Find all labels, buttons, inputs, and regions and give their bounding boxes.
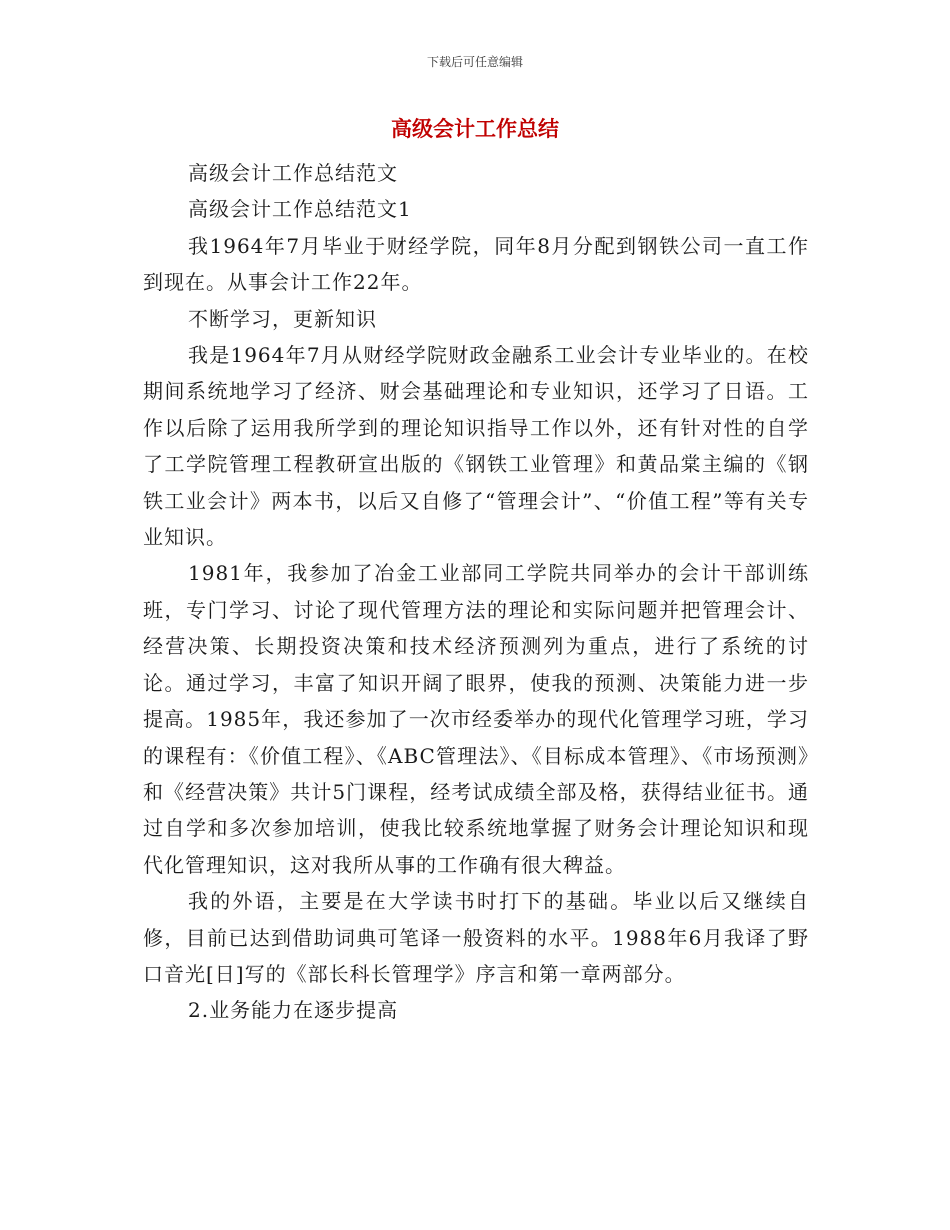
paragraph: 1981年，我参加了冶金工业部同工学院共同举办的会计干部训练班，专门学习、讨论了现代管理方法的理论和实际问题并把管理会计、经营决策、长期投资决策和技术经济预测列为重点，进行了系统的讨论。通过学习，丰富了知识开阔了眼界，使我的预测、决策能力进一步提高。1985年，我还参加了一次市经委举办的现代化管理学习班，学习的课程有：《价值工程》、《ABC管理法》、《目标成本管理》、《市场预测》和《经营决策》共计5门课程，经考试成绩全部及格，获得结业征书。通过自学和多次参加培训，使我比较系统地掌握了财务会计理论知识和现代化管理知识，这对我所从事的工作确有很大稗益。: [143, 561, 809, 877]
paragraph: 我的外语，主要是在大学读书时打下的基础。毕业以后又继续自修，目前已达到借助词典可笔译一般资料的水平。1988年6月我译了野口音光[日]写的《部长科长管理学》序言和第一章两部分。: [143, 889, 809, 986]
paragraph-subtitle: 高级会计工作总结范文: [188, 161, 398, 185]
paragraph-heading: 2.业务能力在逐步提高: [188, 998, 399, 1023]
paragraph-heading: 不断学习，更新知识: [188, 306, 377, 331]
document-body: [143, 155, 809, 1029]
paragraph-section-title: 高级会计工作总结范文1: [188, 197, 412, 222]
page-header-note: 下载后可任意编辑: [426, 55, 523, 69]
document-title: 高级会计工作总结: [391, 117, 559, 141]
paragraph: 我1964年7月毕业于财经学院，同年8月分配到钢铁公司一直工作到现在。从事会计工作22年。: [143, 233, 809, 295]
paragraph: 我是1964年7月从财经学院财政金融系工业会计专业毕业的。在校期间系统地学习了经济、财会基础理论和专业知识，还学习了日语。工作以后除了运用我所学到的理论知识指导工作以外，还有针对性的自学了工学院管理工程教研宣出版的《钢铁工业管理》和黄品棠主编的《钢铁工业会计》两本书，以后又自修了“管理会计”、“价值工程”等有关专业知识。: [143, 343, 809, 550]
